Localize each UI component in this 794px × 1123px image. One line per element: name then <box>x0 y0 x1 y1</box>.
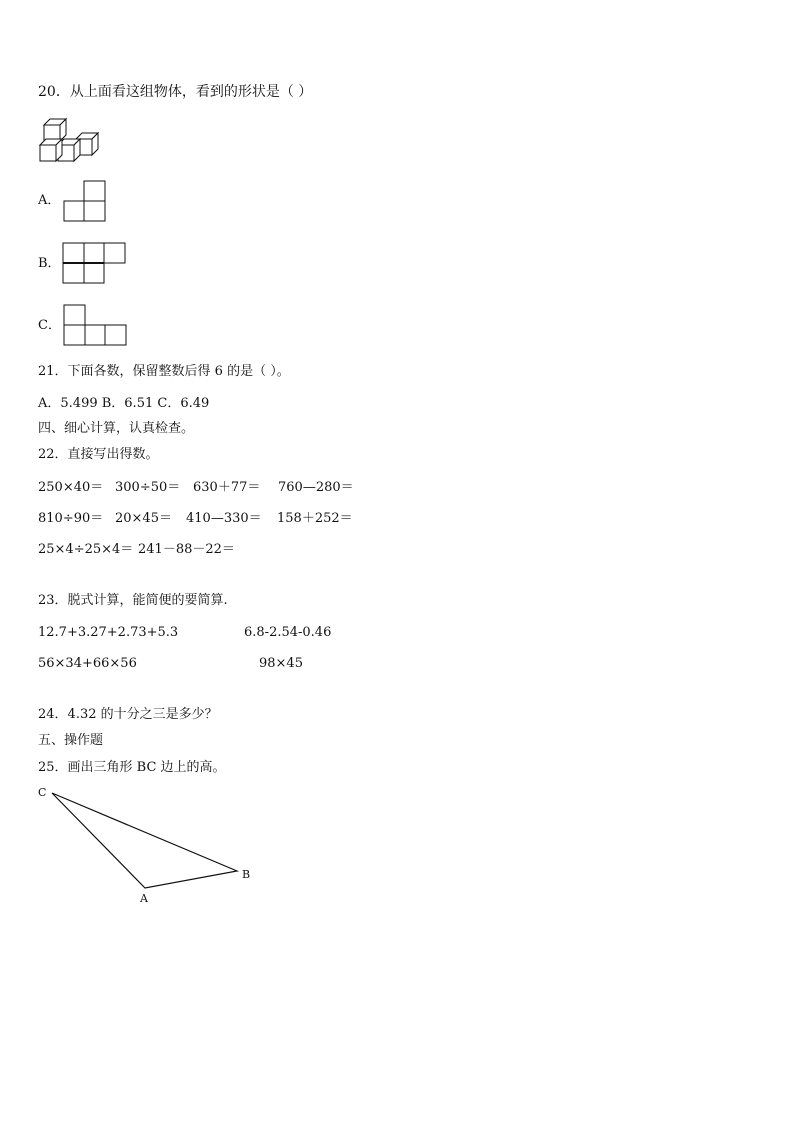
calc-item: 6.8-2.54-0.46 <box>244 625 332 640</box>
q20-option-c-shape <box>63 304 129 348</box>
q22-text: 22．直接写出得数。 <box>38 447 159 462</box>
q20-text: 20．从上面看这组物体，看到的形状是（ ） <box>38 84 313 100</box>
calc-item: 56×34+66×56 <box>38 656 137 671</box>
calc-item: 810÷90＝ <box>38 511 104 526</box>
calc-item: 760—280＝ <box>278 480 354 495</box>
q21-options: A．5.499 B．6.51 C．6.49 <box>38 396 210 411</box>
calc-item: 25×4÷25×4＝ <box>38 542 134 557</box>
vertex-c-label: C <box>38 786 47 799</box>
triangle-abc <box>0 780 260 910</box>
q21-text: 21．下面各数，保留整数后得 6 的是（ ）。 <box>38 364 290 379</box>
q25-text: 25．画出三角形 BC 边上的高。 <box>38 760 226 775</box>
q20-option-b-shape <box>62 242 128 286</box>
calc-item: 300÷50＝ <box>115 480 181 495</box>
calc-item: 12.7+3.27+2.73+5.3 <box>38 625 179 640</box>
section-4-heading: 四、细心计算，认真检查。 <box>38 421 195 436</box>
q20-option-a-shape <box>63 180 107 224</box>
q20-option-c-label: C． <box>38 318 61 333</box>
vertex-a-label: A <box>140 892 148 905</box>
q24-text: 24．4.32 的十分之三是多少？ <box>38 707 218 722</box>
calc-item: 98×45 <box>259 656 303 671</box>
calc-item: 410—330＝ <box>186 511 262 526</box>
q23-text: 23．脱式计算，能简便的要简算. <box>38 593 228 608</box>
q20-option-b-label: B． <box>38 256 61 271</box>
calc-item: 158＋252＝ <box>277 511 353 526</box>
vertex-b-label: B <box>242 868 251 881</box>
calc-item: 241－88－22＝ <box>138 542 235 557</box>
calc-item: 630＋77＝ <box>193 480 261 495</box>
section-5-heading: 五、操作题 <box>38 733 104 748</box>
q20-option-a-label: A． <box>38 193 61 208</box>
calc-item: 20×45＝ <box>115 511 172 526</box>
cube-group-figure <box>38 117 102 163</box>
calc-item: 250×40＝ <box>38 480 104 495</box>
